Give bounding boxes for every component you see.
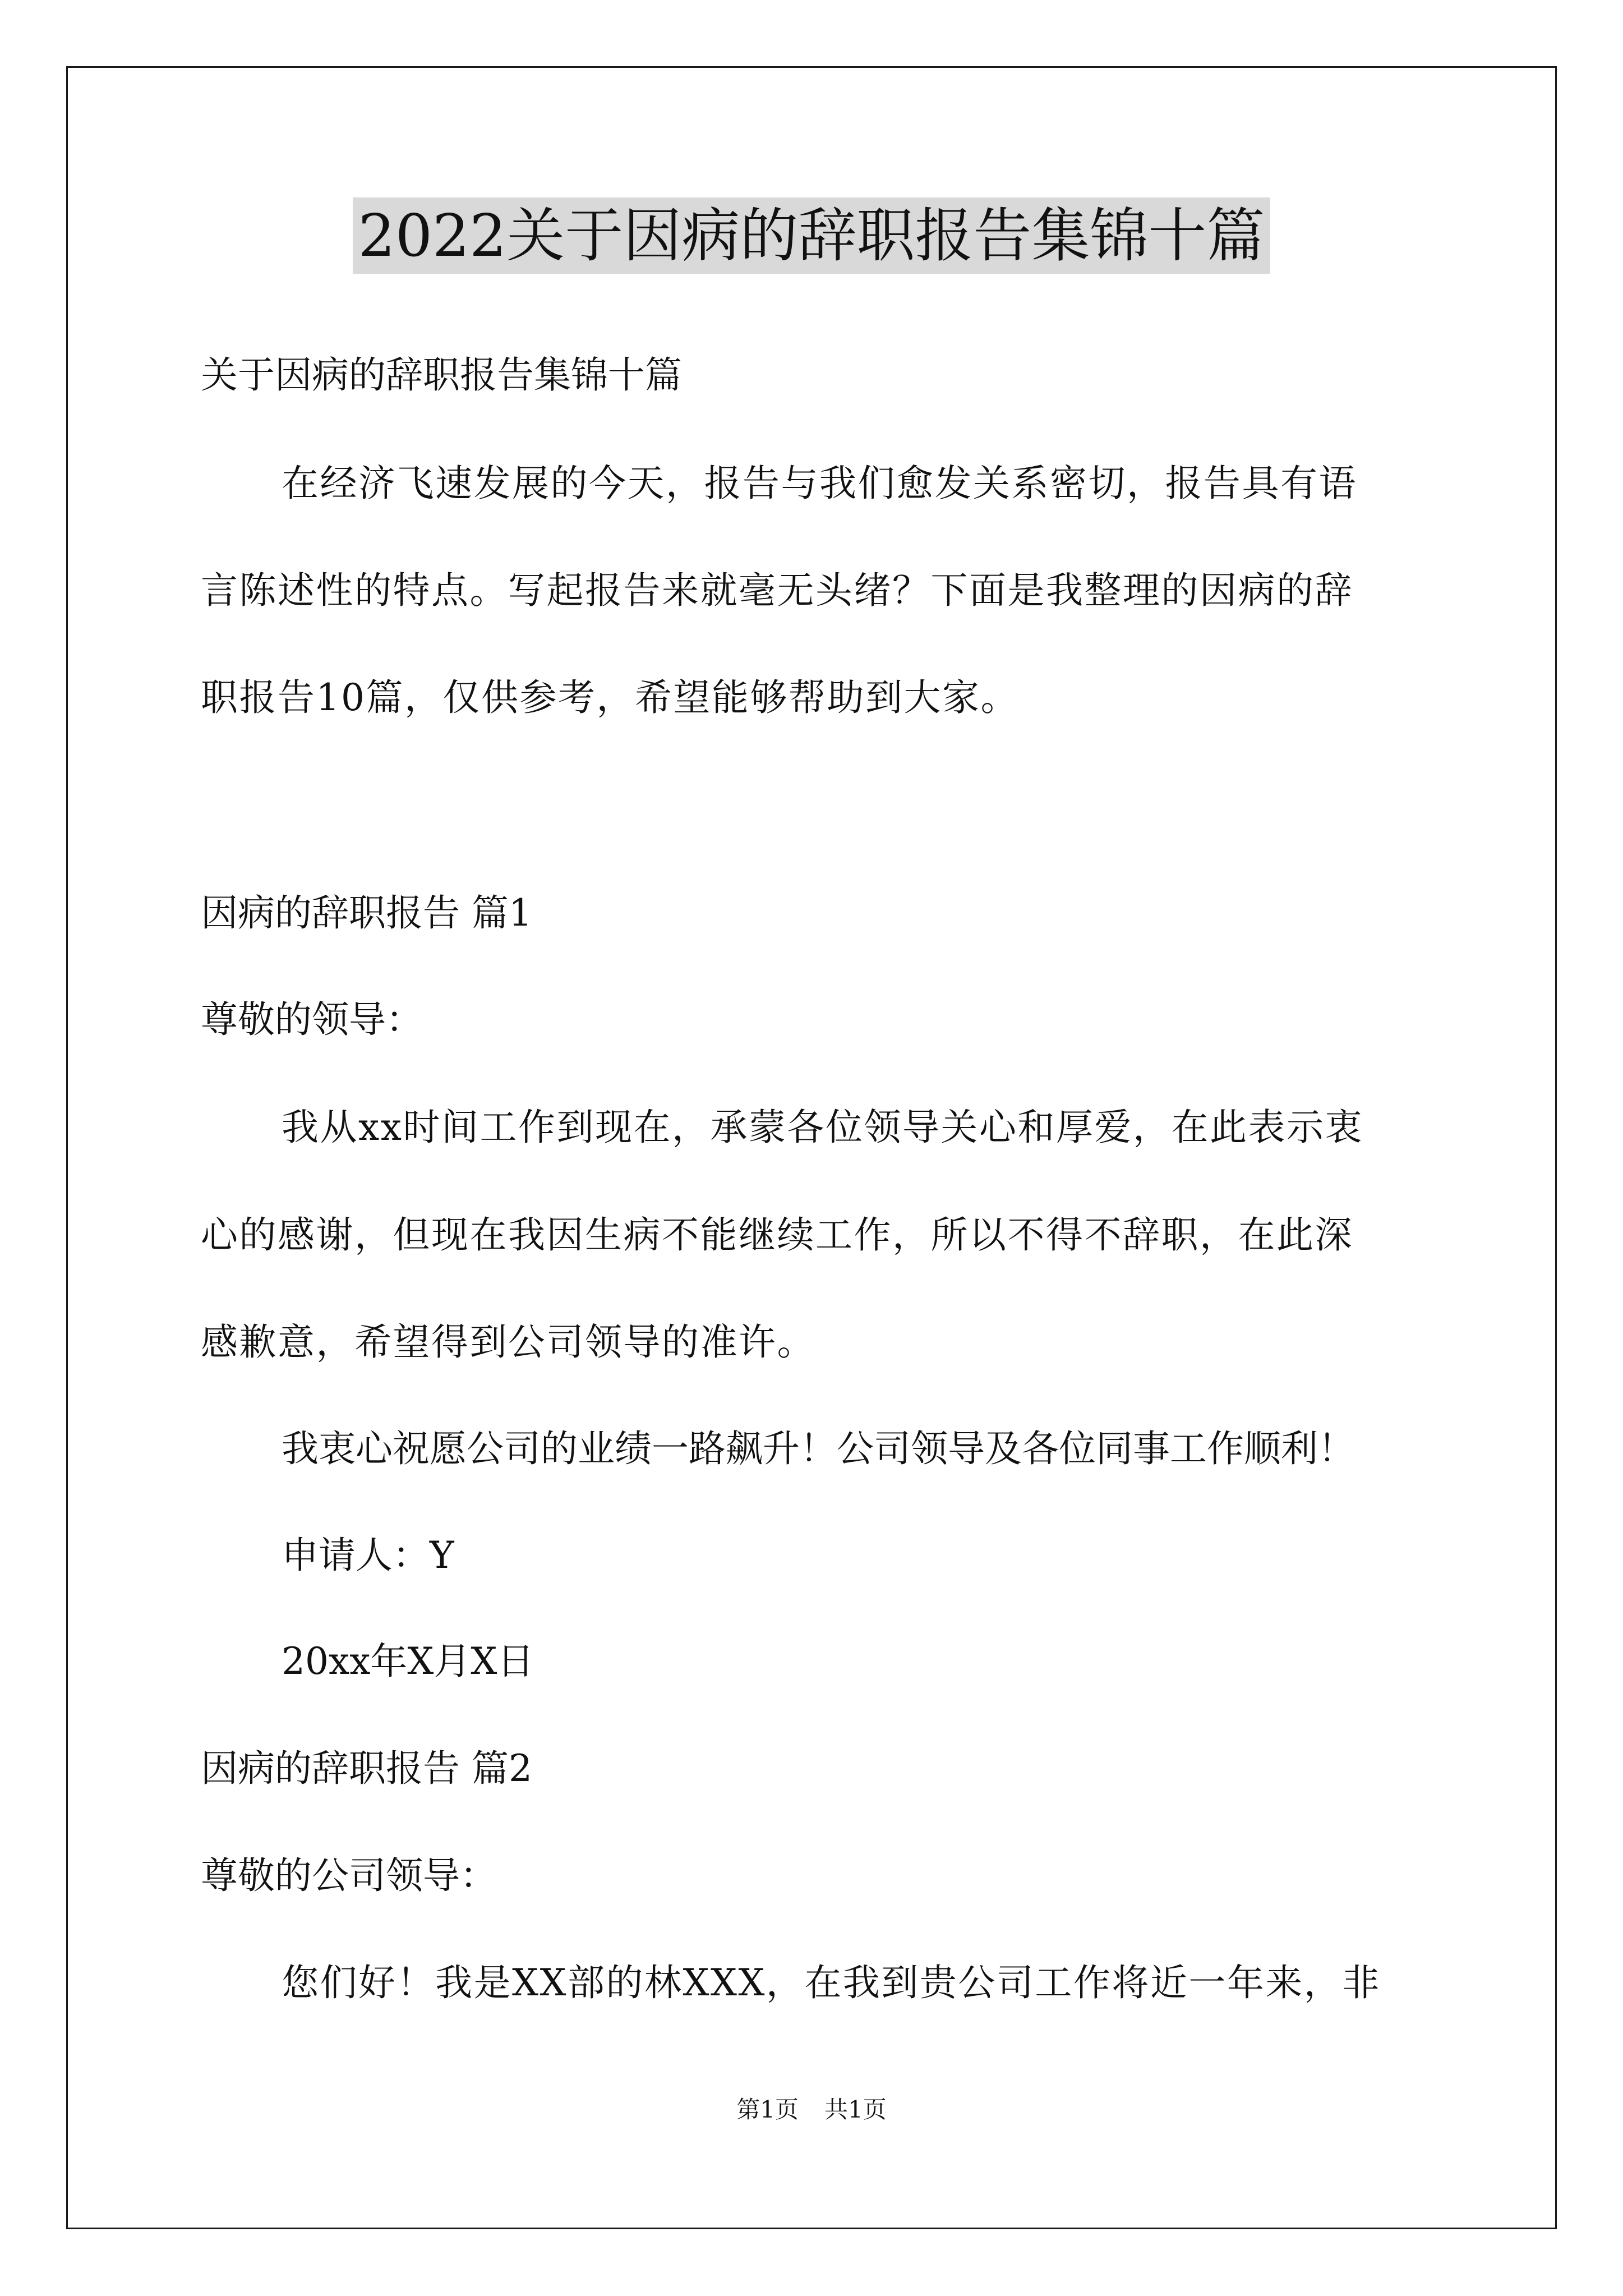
section1-wish: 我衷心祝愿公司的业绩一路飙升！公司领导及各位同事工作顺利！ (282, 1427, 1355, 1470)
section1-heading: 因病的辞职报告 篇1 (201, 891, 532, 935)
section1-body-line-2: 心的感谢，但现在我因生病不能继续工作，所以不得不辞职，在此深 (201, 1213, 1353, 1257)
section1-salutation: 尊敬的领导： (201, 998, 423, 1041)
section2-body-line-1: 您们好！我是XX部的林XXX，在我到贵公司工作将近一年来，非 (282, 1961, 1381, 2004)
page-footer (0, 2094, 1623, 2125)
section2-heading: 因病的辞职报告 篇2 (201, 1747, 532, 1790)
section1-applicant: 申请人：Y (282, 1534, 454, 1577)
document-subtitle: 关于因病的辞职报告集锦十篇 (201, 353, 682, 397)
section1-body-line-3: 感歉意，希望得到公司领导的准许。 (201, 1320, 815, 1364)
intro-line-2: 言陈述性的特点。写起报告来就毫无头绪？下面是我整理的因病的辞 (201, 569, 1353, 612)
document-title: 2022关于因病的辞职报告集锦十篇 (353, 197, 1271, 274)
page-number: 第1页 (736, 2096, 799, 2123)
intro-line-3: 职报告10篇，仅供参考，希望能够帮助到大家。 (201, 676, 1019, 719)
page-total: 共1页 (824, 2096, 887, 2123)
section2-salutation: 尊敬的公司领导： (201, 1854, 497, 1897)
intro-line-1: 在经济飞速发展的今天，报告与我们愈发关系密切，报告具有语 (282, 462, 1357, 505)
title-container (0, 197, 1623, 274)
section1-body-line-1: 我从xx时间工作到现在，承蒙各位领导关心和厚爱，在此表示衷 (282, 1106, 1363, 1149)
section1-date: 20xx年X月X日 (282, 1640, 534, 1683)
